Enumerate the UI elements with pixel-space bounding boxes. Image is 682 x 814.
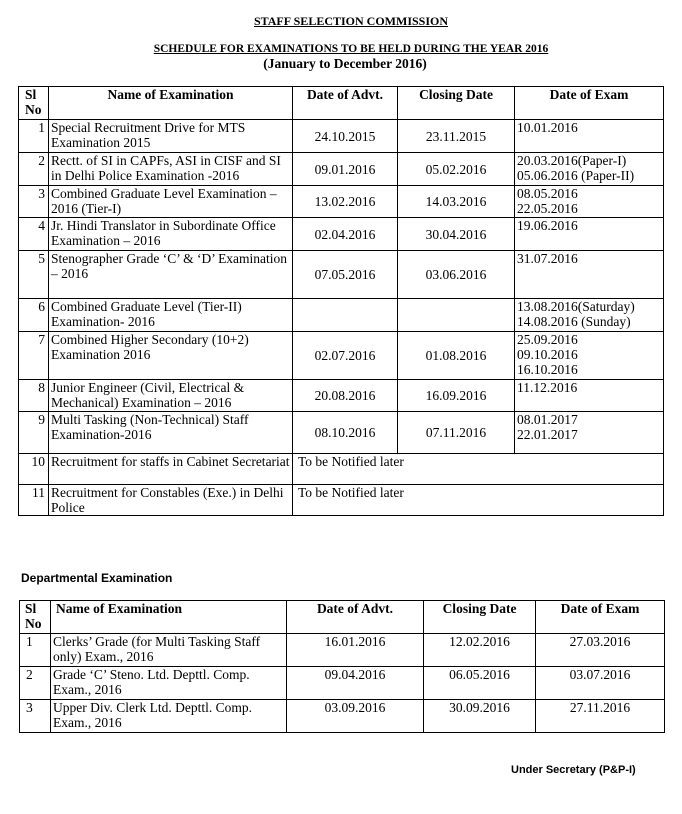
cell-closing-date: 16.09.2016 xyxy=(398,380,515,412)
cell-exam-name: Jr. Hindi Translator in Subordinate Office Examination – 2016 xyxy=(49,218,293,251)
cell-exam-name: Recruitment for Constables (Exe.) in Delhi Police xyxy=(49,485,293,516)
cell-closing-date: 06.05.2016 xyxy=(424,667,536,700)
table-row xyxy=(19,485,664,516)
cell-note: To be Notified later xyxy=(293,485,664,516)
exam-date-line: 16.10.2016 xyxy=(517,362,578,377)
table-header-row xyxy=(19,87,664,120)
cell-advt-date: 07.05.2016 xyxy=(293,251,398,299)
cell-advt-date: 02.07.2016 xyxy=(293,332,398,380)
col-header-name: Name of Examination xyxy=(49,87,293,120)
cell-exam-date xyxy=(515,120,664,153)
cell-sl: 11 xyxy=(19,485,49,516)
departmental-table xyxy=(19,600,665,733)
cell-exam-date: 27.11.2016 xyxy=(536,700,665,733)
col-header-sl: Sl No xyxy=(19,87,49,120)
table-row xyxy=(19,332,664,380)
table-row xyxy=(19,186,664,218)
cell-exam-name: Multi Tasking (Non-Technical) Staff Examination-2016 xyxy=(49,412,293,454)
cell-sl: 2 xyxy=(20,667,51,700)
cell-sl: 1 xyxy=(20,634,51,667)
table-header-row xyxy=(20,601,665,634)
cell-exam-name: Grade ‘C’ Steno. Ltd. Depttl. Comp. Exam., 2016 xyxy=(51,667,287,700)
table-row xyxy=(19,299,664,332)
exam-date-line: 08.01.2017 xyxy=(517,412,578,427)
cell-exam-date xyxy=(515,251,664,299)
cell-sl: 10 xyxy=(19,454,49,485)
table-row xyxy=(20,634,665,667)
cell-advt-date: 16.01.2016 xyxy=(287,634,424,667)
period-subtitle: (January to December 2016) xyxy=(263,56,427,71)
cell-closing-date: 05.02.2016 xyxy=(398,153,515,186)
table-row xyxy=(19,218,664,251)
table-row xyxy=(19,153,664,186)
col-header-advt: Date of Advt. xyxy=(293,87,398,120)
cell-closing-date: 30.09.2016 xyxy=(424,700,536,733)
cell-exam-date xyxy=(515,332,664,380)
exam-date-line: 10.01.2016 xyxy=(517,120,578,135)
cell-sl: 4 xyxy=(19,218,49,251)
cell-exam-date xyxy=(515,380,664,412)
cell-exam-date: 27.03.2016 xyxy=(536,634,665,667)
departmental-heading: Departmental Examination xyxy=(21,571,173,585)
cell-exam-name: Clerks’ Grade (for Multi Tasking Staff only) Exam., 2016 xyxy=(51,634,287,667)
exam-date-line: 13.08.2016(Saturday) xyxy=(517,299,635,314)
cell-advt-date: 20.08.2016 xyxy=(293,380,398,412)
schedule-title: SCHEDULE FOR EXAMINATIONS TO BE HELD DURING THE YEAR 2016 xyxy=(153,43,549,55)
cell-closing-date: 07.11.2016 xyxy=(398,412,515,454)
exam-date-line: 08.05.2016 xyxy=(517,186,578,201)
cell-exam-date xyxy=(515,153,664,186)
cell-exam-date xyxy=(515,299,664,332)
cell-exam-name: Recruitment for staffs in Cabinet Secretariat xyxy=(49,454,293,485)
table-row xyxy=(19,412,664,454)
cell-note: To be Notified later xyxy=(293,454,664,485)
cell-advt-date: 03.09.2016 xyxy=(287,700,424,733)
exam-date-line: 14.08.2016 (Sunday) xyxy=(517,314,631,329)
cell-exam-name: Stenographer Grade ‘C’ & ‘D’ Examination – 2016 xyxy=(49,251,293,299)
cell-sl: 7 xyxy=(19,332,49,380)
cell-sl: 9 xyxy=(19,412,49,454)
cell-closing-date: 12.02.2016 xyxy=(424,634,536,667)
cell-exam-date xyxy=(515,412,664,454)
cell-closing-date: 03.06.2016 xyxy=(398,251,515,299)
cell-closing-date: 01.08.2016 xyxy=(398,332,515,380)
exam-date-line: 22.05.2016 xyxy=(517,201,578,216)
org-title: STAFF SELECTION COMMISSION xyxy=(253,14,449,28)
cell-advt-date: 08.10.2016 xyxy=(293,412,398,454)
exam-date-line: 09.10.2016 xyxy=(517,347,578,362)
cell-closing-date xyxy=(398,299,515,332)
cell-advt-date: 09.01.2016 xyxy=(293,153,398,186)
cell-sl: 1 xyxy=(19,120,49,153)
cell-exam-name: Combined Graduate Level (Tier-II) Examination- 2016 xyxy=(49,299,293,332)
col-header-closing: Closing Date xyxy=(424,601,536,634)
cell-advt-date: 13.02.2016 xyxy=(293,186,398,218)
cell-exam-name: Rectt. of SI in CAPFs, ASI in CISF and SI in Delhi Police Examination -2016 xyxy=(49,153,293,186)
cell-closing-date: 14.03.2016 xyxy=(398,186,515,218)
cell-exam-date: 03.07.2016 xyxy=(536,667,665,700)
exam-date-line: 22.01.2017 xyxy=(517,427,578,442)
table-row xyxy=(19,120,664,153)
cell-sl: 2 xyxy=(19,153,49,186)
cell-sl: 8 xyxy=(19,380,49,412)
cell-exam-name: Combined Higher Secondary (10+2) Examination 2016 xyxy=(49,332,293,380)
cell-advt-date xyxy=(293,299,398,332)
cell-closing-date: 23.11.2015 xyxy=(398,120,515,153)
col-header-exam: Date of Exam xyxy=(536,601,665,634)
cell-sl: 3 xyxy=(20,700,51,733)
table-row xyxy=(19,380,664,412)
col-header-exam: Date of Exam xyxy=(515,87,664,120)
col-header-sl: Sl No xyxy=(20,601,51,634)
cell-exam-name: Combined Graduate Level Examination – 2016 (Tier-I) xyxy=(49,186,293,218)
exam-date-line: 20.03.2016(Paper-I) xyxy=(517,153,627,168)
table-row xyxy=(20,700,665,733)
table-row xyxy=(20,667,665,700)
table-row xyxy=(19,251,664,299)
cell-advt-date: 02.04.2016 xyxy=(293,218,398,251)
main-schedule-table xyxy=(18,86,664,516)
table-row xyxy=(19,454,664,485)
exam-date-line: 25.09.2016 xyxy=(517,332,578,347)
cell-advt-date: 24.10.2015 xyxy=(293,120,398,153)
cell-sl: 5 xyxy=(19,251,49,299)
cell-exam-date xyxy=(515,218,664,251)
col-header-advt: Date of Advt. xyxy=(287,601,424,634)
exam-date-line: 05.06.2016 (Paper-II) xyxy=(517,168,635,183)
cell-sl: 3 xyxy=(19,186,49,218)
col-header-name: Name of Examination xyxy=(51,601,287,634)
exam-date-line: 11.12.2016 xyxy=(517,380,578,395)
cell-advt-date: 09.04.2016 xyxy=(287,667,424,700)
signoff: Under Secretary (P&P-I) xyxy=(511,764,636,776)
cell-sl: 6 xyxy=(19,299,49,332)
cell-exam-name: Special Recruitment Drive for MTS Examination 2015 xyxy=(49,120,293,153)
cell-closing-date: 30.04.2016 xyxy=(398,218,515,251)
col-header-closing: Closing Date xyxy=(398,87,515,120)
cell-exam-name: Upper Div. Clerk Ltd. Depttl. Comp. Exam., 2016 xyxy=(51,700,287,733)
cell-exam-name: Junior Engineer (Civil, Electrical & Mechanical) Examination – 2016 xyxy=(49,380,293,412)
cell-exam-date xyxy=(515,186,664,218)
exam-date-line: 31.07.2016 xyxy=(517,251,578,266)
exam-date-line: 19.06.2016 xyxy=(517,218,578,233)
